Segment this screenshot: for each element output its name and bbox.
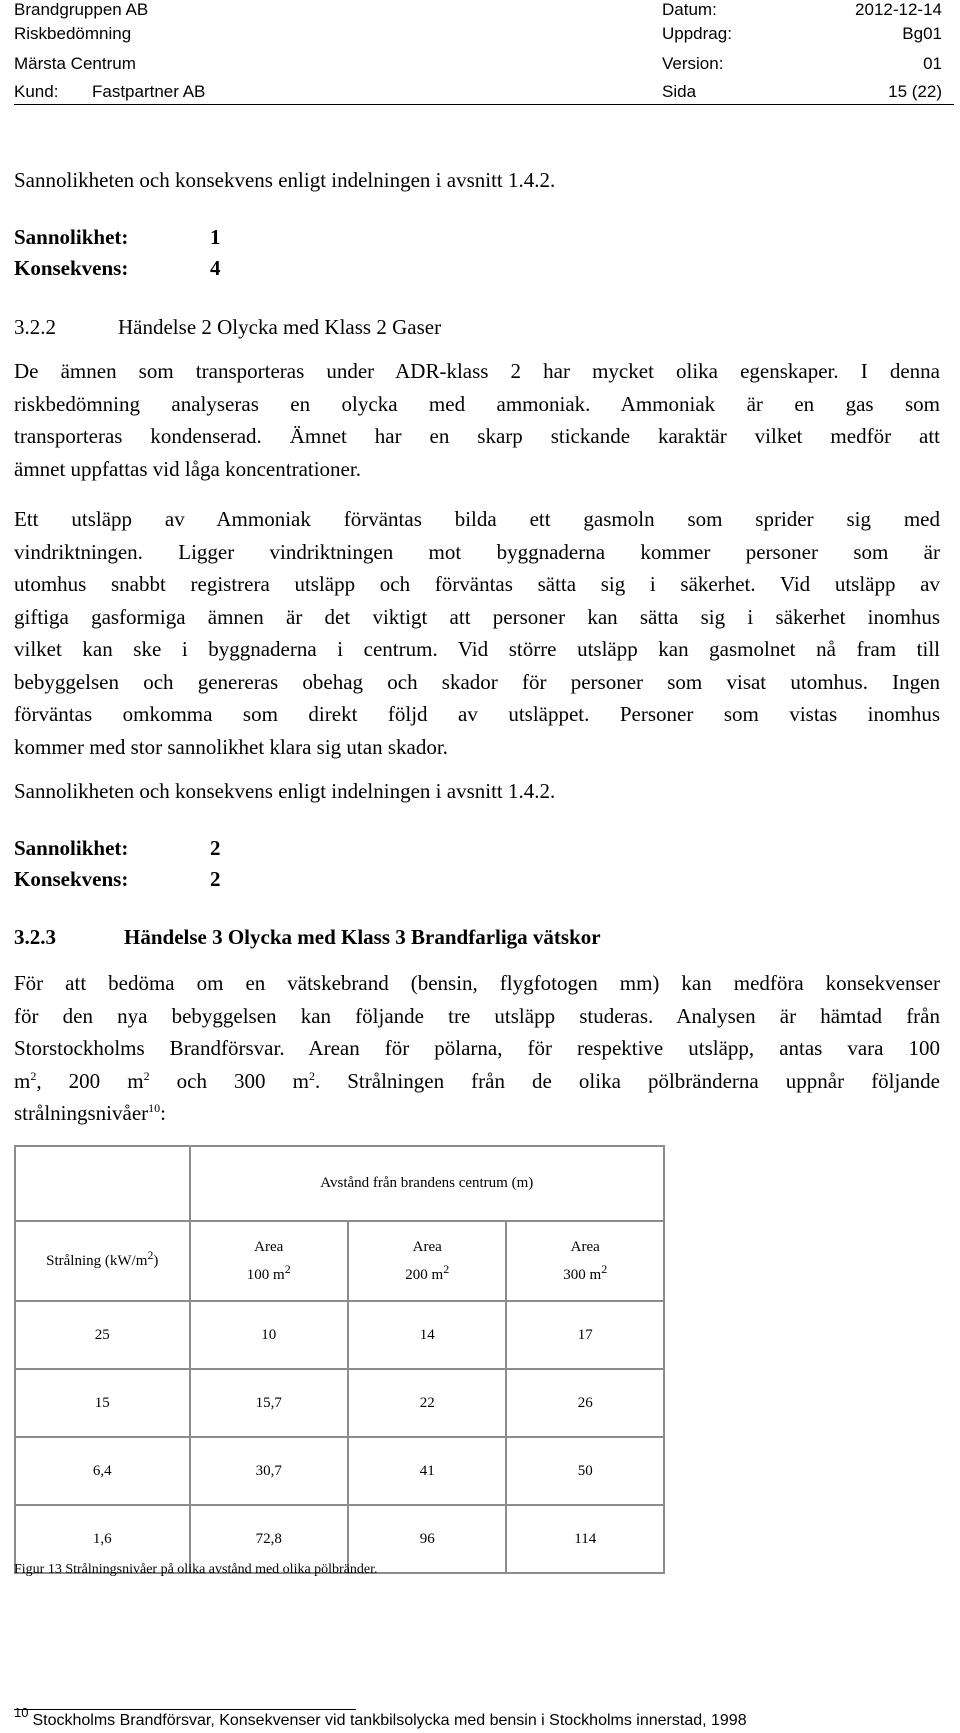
area-label: Area: [254, 1239, 284, 1255]
paragraph-line: för den nya bebyggelsen kan följande tre utsläpp studeras. Analysen är hämtad från: [14, 1003, 940, 1028]
table-row: [15, 1301, 664, 1369]
superscript: 2: [147, 1248, 154, 1262]
section3-heading: [14, 925, 601, 950]
footnote-text: Stockholms Brandförsvar, Konsekvenser vid tankbilsolycka med bensin i Stockholms innerstad, 1998: [32, 1712, 747, 1729]
paragraph-line: ämnet uppfattas vid låga koncentrationer.: [14, 456, 361, 481]
superscript: 2: [30, 1068, 37, 1083]
text-run: strålningsnivåer: [14, 1101, 149, 1125]
superscript: 2: [284, 1262, 291, 1276]
distance-group-header: Avstånd från brandens centrum (m): [190, 1146, 664, 1221]
text-run: :: [160, 1101, 166, 1125]
section2-intro: Sannolikheten och konsekvens enligt indelningen i avsnitt 1.4.2.: [14, 779, 556, 803]
table-subheader-row: [15, 1221, 664, 1301]
table-cell: 26: [506, 1369, 664, 1437]
footnote: [14, 1705, 747, 1730]
paragraph-line: [14, 1065, 940, 1098]
paragraph-line: förväntas omkomma som direkt följd av utsläppet. Personer som vistas inomhus: [14, 702, 940, 726]
paragraph-line: giftiga gasformiga ämnen är det viktigt att personer kan sätta sig i säkerhet inomhus: [14, 604, 940, 629]
section2-number: 3.2.2: [14, 315, 56, 339]
section2-title: Händelse 2 Olycka med Klass 2 Gaser: [118, 315, 442, 339]
consequence-value: 4: [210, 256, 221, 280]
paragraph-line: bebyggelsen och genereras obehag och skador för personer som visat utomhus. Ingen: [14, 669, 940, 694]
paragraph-line: Storstockholms Brandförsvar. Arean för pölarna, för respektive utsläpp, antas vara 100: [14, 1036, 940, 1060]
superscript: 2: [601, 1262, 608, 1276]
section2-paragraph-1: [14, 355, 940, 485]
table-cell: 22: [348, 1369, 506, 1437]
version-label: Version:: [662, 54, 724, 73]
section2-likelihood: [14, 836, 221, 861]
table-cell: 25: [15, 1301, 190, 1369]
area-label: Area: [570, 1239, 600, 1255]
text-run: , 200 m: [36, 1068, 144, 1093]
date-value: 2012-12-14: [855, 0, 942, 19]
date-label: Datum:: [662, 0, 717, 19]
text-run: . Strålningen från de olika pölbränderna uppnår följande: [314, 1068, 940, 1093]
superscript: 2: [443, 1262, 450, 1276]
likelihood-label: Sannolikhet:: [14, 836, 129, 860]
radiation-column-header: [15, 1221, 190, 1301]
table-row: [15, 1437, 664, 1505]
table-caption: Figur 13 Strålningsnivåer på olika avstånd med olika pölbränder.: [14, 1562, 378, 1577]
likelihood-label: Sannolikhet:: [14, 225, 129, 249]
table-cell: 30,7: [190, 1437, 348, 1505]
section3-title: Händelse 3 Olycka med Klass 3 Brandfarliga vätskor: [124, 925, 601, 949]
paragraph-line: riskbedömning analyseras en olycka med ammoniak. Ammoniak är en gas som: [14, 391, 940, 416]
area-value: 100 m: [246, 1267, 285, 1283]
consequence-label: Konsekvens:: [14, 256, 129, 280]
radiation-table: [14, 1145, 665, 1574]
section2-paragraph-2: [14, 503, 940, 763]
consequence-value: 2: [210, 867, 221, 891]
paragraph-line: [14, 1097, 940, 1130]
table-cell: 10: [190, 1301, 348, 1369]
document-type: Riskbedömning: [14, 24, 132, 43]
superscript: 2: [308, 1068, 315, 1083]
footnote-divider: [14, 1709, 356, 1710]
area-label: Area: [412, 1239, 442, 1255]
likelihood-value: 1: [210, 225, 221, 249]
section3-paragraph: [14, 967, 940, 1130]
area-value: 300 m: [563, 1267, 602, 1283]
section1-intro: Sannolikheten och konsekvens enligt indelningen i avsnitt 1.4.2.: [14, 168, 556, 192]
text-run: och 300 m: [149, 1068, 309, 1093]
header-divider: [14, 104, 954, 105]
version-value: 01: [923, 54, 942, 73]
client-label: Kund:: [14, 82, 59, 101]
page-label: Sida: [662, 82, 697, 101]
likelihood-value: 2: [210, 836, 221, 860]
assignment-value: Bg01: [902, 24, 942, 43]
consequence-label: Konsekvens:: [14, 867, 129, 891]
table-cell: 17: [506, 1301, 664, 1369]
area-value: 200 m: [405, 1267, 444, 1283]
table-cell: 41: [348, 1437, 506, 1505]
section2-consequence: [14, 867, 221, 892]
paragraph-line: De ämnen som transporteras under ADR-klass 2 har mycket olika egenskaper. I denna: [14, 359, 940, 383]
paragraph-line: utomhus snabbt registrera utsläpp och förväntas sätta sig i säkerhet. Vid utsläpp av: [14, 572, 940, 596]
table-cell: 114: [506, 1505, 664, 1573]
section1-likelihood: [14, 225, 221, 250]
table-cell: 72,8: [190, 1505, 348, 1573]
project-name: Märsta Centrum: [14, 54, 136, 73]
table-header-row: [15, 1146, 664, 1221]
area-column-header: [348, 1221, 506, 1301]
paragraph-line: För att bedöma om en vätskebrand (bensin, flygfotogen mm) kan medföra konsekvenser: [14, 971, 940, 995]
area-column-header: [190, 1221, 348, 1301]
section1-consequence: [14, 256, 221, 281]
paragraph-line: transporteras kondenserad. Ämnet har en skarp stickande karaktär vilket medför att: [14, 424, 940, 448]
paragraph-line: vindriktningen. Ligger vindriktningen mot byggnaderna kommer personer som är: [14, 539, 940, 564]
table-cell: 1,6: [15, 1505, 190, 1573]
paragraph-line: vilket kan ske i byggnaderna i centrum. Vid större utsläpp kan gasmolnet nå fram till: [14, 637, 940, 661]
footnote-mark: 10: [14, 1705, 29, 1720]
table-cell: 15,7: [190, 1369, 348, 1437]
text-run: Strålning (kW/m: [46, 1253, 148, 1269]
paragraph-line: kommer med stor sannolikhet klara sig utan skador.: [14, 734, 448, 759]
table-row: [15, 1369, 664, 1437]
section2-heading: [14, 315, 442, 340]
footnote-reference: 10: [148, 1101, 161, 1115]
table-cell: 50: [506, 1437, 664, 1505]
company-name: Brandgruppen AB: [14, 0, 149, 19]
page-value: 15 (22): [888, 82, 942, 101]
assignment-label: Uppdrag:: [662, 24, 732, 43]
section3-number: 3.2.3: [14, 925, 56, 949]
text-run: ): [153, 1253, 159, 1269]
area-column-header: [506, 1221, 664, 1301]
table-cell: 14: [348, 1301, 506, 1369]
table-cell: 96: [348, 1505, 506, 1573]
client-value: Fastpartner AB: [92, 82, 206, 101]
unit-m: m: [14, 1068, 31, 1093]
paragraph-line: Ett utsläpp av Ammoniak förväntas bilda ett gasmoln som sprider sig med: [14, 507, 940, 531]
table-cell: 6,4: [15, 1437, 190, 1505]
table-cell: 15: [15, 1369, 190, 1437]
table-corner-cell: [15, 1146, 190, 1221]
superscript: 2: [143, 1068, 150, 1083]
